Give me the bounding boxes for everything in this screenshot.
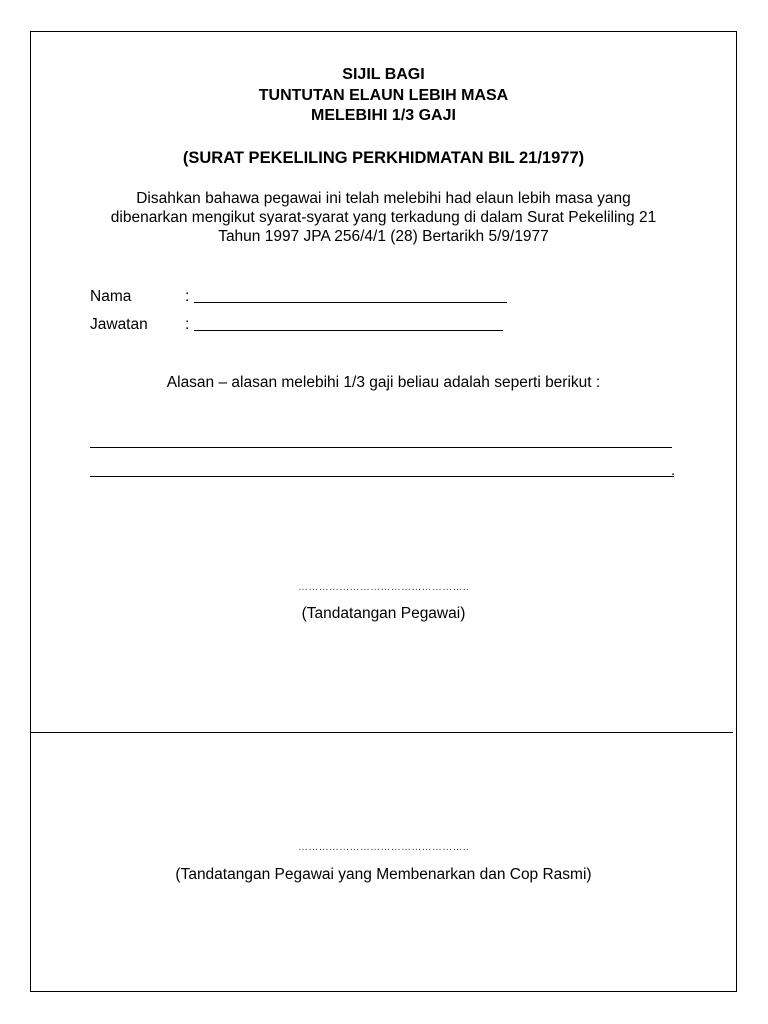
form-title-line-3: MELEBIHI 1/3 GAJI xyxy=(311,107,456,124)
section-divider xyxy=(30,732,733,733)
nama-label: Nama xyxy=(90,288,132,305)
reason-end-period: . xyxy=(671,462,676,479)
nama-colon: : xyxy=(185,288,190,305)
jawatan-colon: : xyxy=(185,316,190,333)
jawatan-blank-line[interactable] xyxy=(194,330,503,331)
approver-signature-line[interactable]: ………………………………………….. xyxy=(298,842,469,853)
jawatan-label: Jawatan xyxy=(90,316,148,333)
officer-signature-line[interactable]: ………………………………………….. xyxy=(298,582,469,593)
statement-line-3: Tahun 1997 JPA 256/4/1 (28) Bertarikh 5/9/1977 xyxy=(218,228,549,245)
reason-blank-line-2[interactable] xyxy=(90,476,674,477)
form-title-line-2: TUNTUTAN ELAUN LEBIH MASA xyxy=(258,87,509,104)
statement-line-2: dibenarkan mengikut syarat-syarat yang terkadung di dalam Surat Pekeliling 21 xyxy=(110,209,657,226)
officer-signature-caption: (Tandatangan Pegawai) xyxy=(301,605,466,622)
statement-line-1: Disahkan bahawa pegawai ini telah melebihi had elaun lebih masa yang xyxy=(136,190,631,207)
form-title-line-1: SIJIL BAGI xyxy=(342,66,425,83)
reason-blank-line-1[interactable] xyxy=(90,447,672,448)
nama-blank-line[interactable] xyxy=(194,302,507,303)
circular-reference: (SURAT PEKELILING PERKHIDMATAN BIL 21/1977) xyxy=(182,149,585,167)
reason-prompt: Alasan – alasan melebihi 1/3 gaji beliau adalah seperti berikut : xyxy=(166,374,601,391)
certification-statement xyxy=(30,189,737,246)
approver-signature-caption: (Tandatangan Pegawai yang Membenarkan dan Cop Rasmi) xyxy=(175,866,592,883)
